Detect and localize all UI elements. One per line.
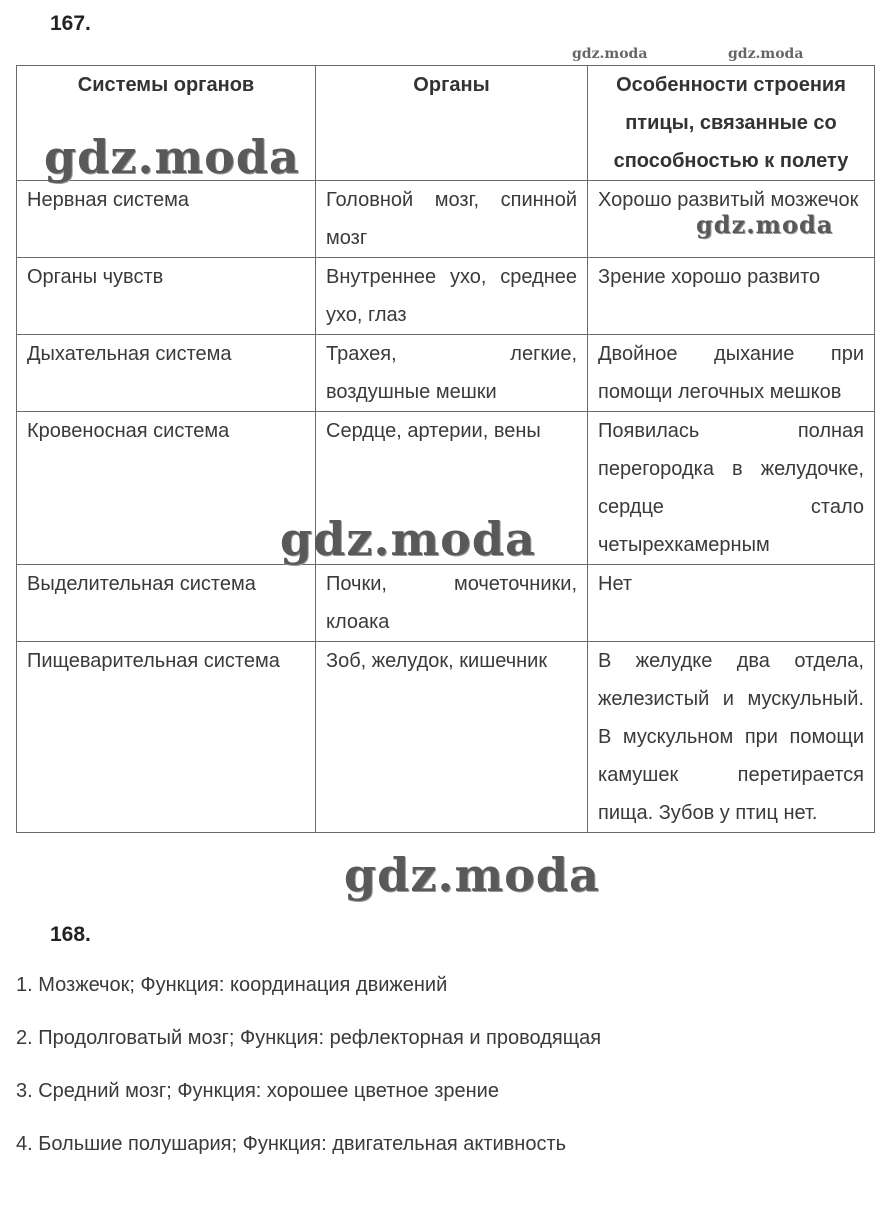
cell-features: В желудке два отдела, железистый и мускульный. В мускульном при помощи камушек перетирается пища. Зубов у птиц нет. [588, 642, 875, 833]
task-number-168: 168. [50, 923, 91, 946]
list-item: 1. Мозжечок; Функция: координация движений [16, 974, 448, 996]
list-item: 3. Средний мозг; Функция: хорошее цветное зрение [16, 1080, 499, 1102]
watermark: gdz.moda [44, 130, 300, 184]
header-systems: Системы органов [17, 66, 316, 181]
cell-organs: Почки, мочеточники, клоака [316, 565, 588, 642]
cell-system: Дыхательная система [17, 335, 316, 412]
watermark: gdz.moda [344, 848, 600, 902]
cell-organs: Трахея, легкие, воздушные мешки [316, 335, 588, 412]
watermark: gdz.moda [728, 46, 804, 62]
header-features: Особенности строения птицы, связанные со способностью к полету [588, 66, 875, 181]
cell-features: Хорошо развитый мозжечок [588, 181, 875, 258]
cell-organs: Зоб, желудок, кишечник [316, 642, 588, 833]
cell-system: Выделительная система [17, 565, 316, 642]
watermark: gdz.moda [280, 512, 536, 566]
table-row [17, 565, 875, 642]
cell-features: Появилась полная перегородка в желудочке, сердце стало четырехкамерным [588, 412, 875, 565]
watermark: gdz.moda [696, 210, 834, 239]
cell-system: Органы чувств [17, 258, 316, 335]
cell-system: Кровеносная система [17, 412, 316, 565]
cell-organs: Сердце, артерии, вены [316, 412, 588, 565]
cell-features: Двойное дыхание при помощи легочных мешков [588, 335, 875, 412]
cell-features: Нет [588, 565, 875, 642]
table-row [17, 642, 875, 833]
task-number-167: 167. [50, 12, 91, 35]
header-organs: Органы [316, 66, 588, 181]
cell-organs: Головной мозг, спинной мозг [316, 181, 588, 258]
watermark: gdz.moda [572, 46, 648, 62]
cell-organs: Внутреннее ухо, среднее ухо, глаз [316, 258, 588, 335]
table-row [17, 335, 875, 412]
cell-features: Зрение хорошо развито [588, 258, 875, 335]
list-item: 2. Продолговатый мозг; Функция: рефлекторная и проводящая [16, 1027, 602, 1049]
table-row [17, 258, 875, 335]
list-item: 4. Большие полушария; Функция: двигательная активность [16, 1133, 567, 1155]
cell-system: Нервная система [17, 181, 316, 258]
cell-system: Пищеварительная система [17, 642, 316, 833]
